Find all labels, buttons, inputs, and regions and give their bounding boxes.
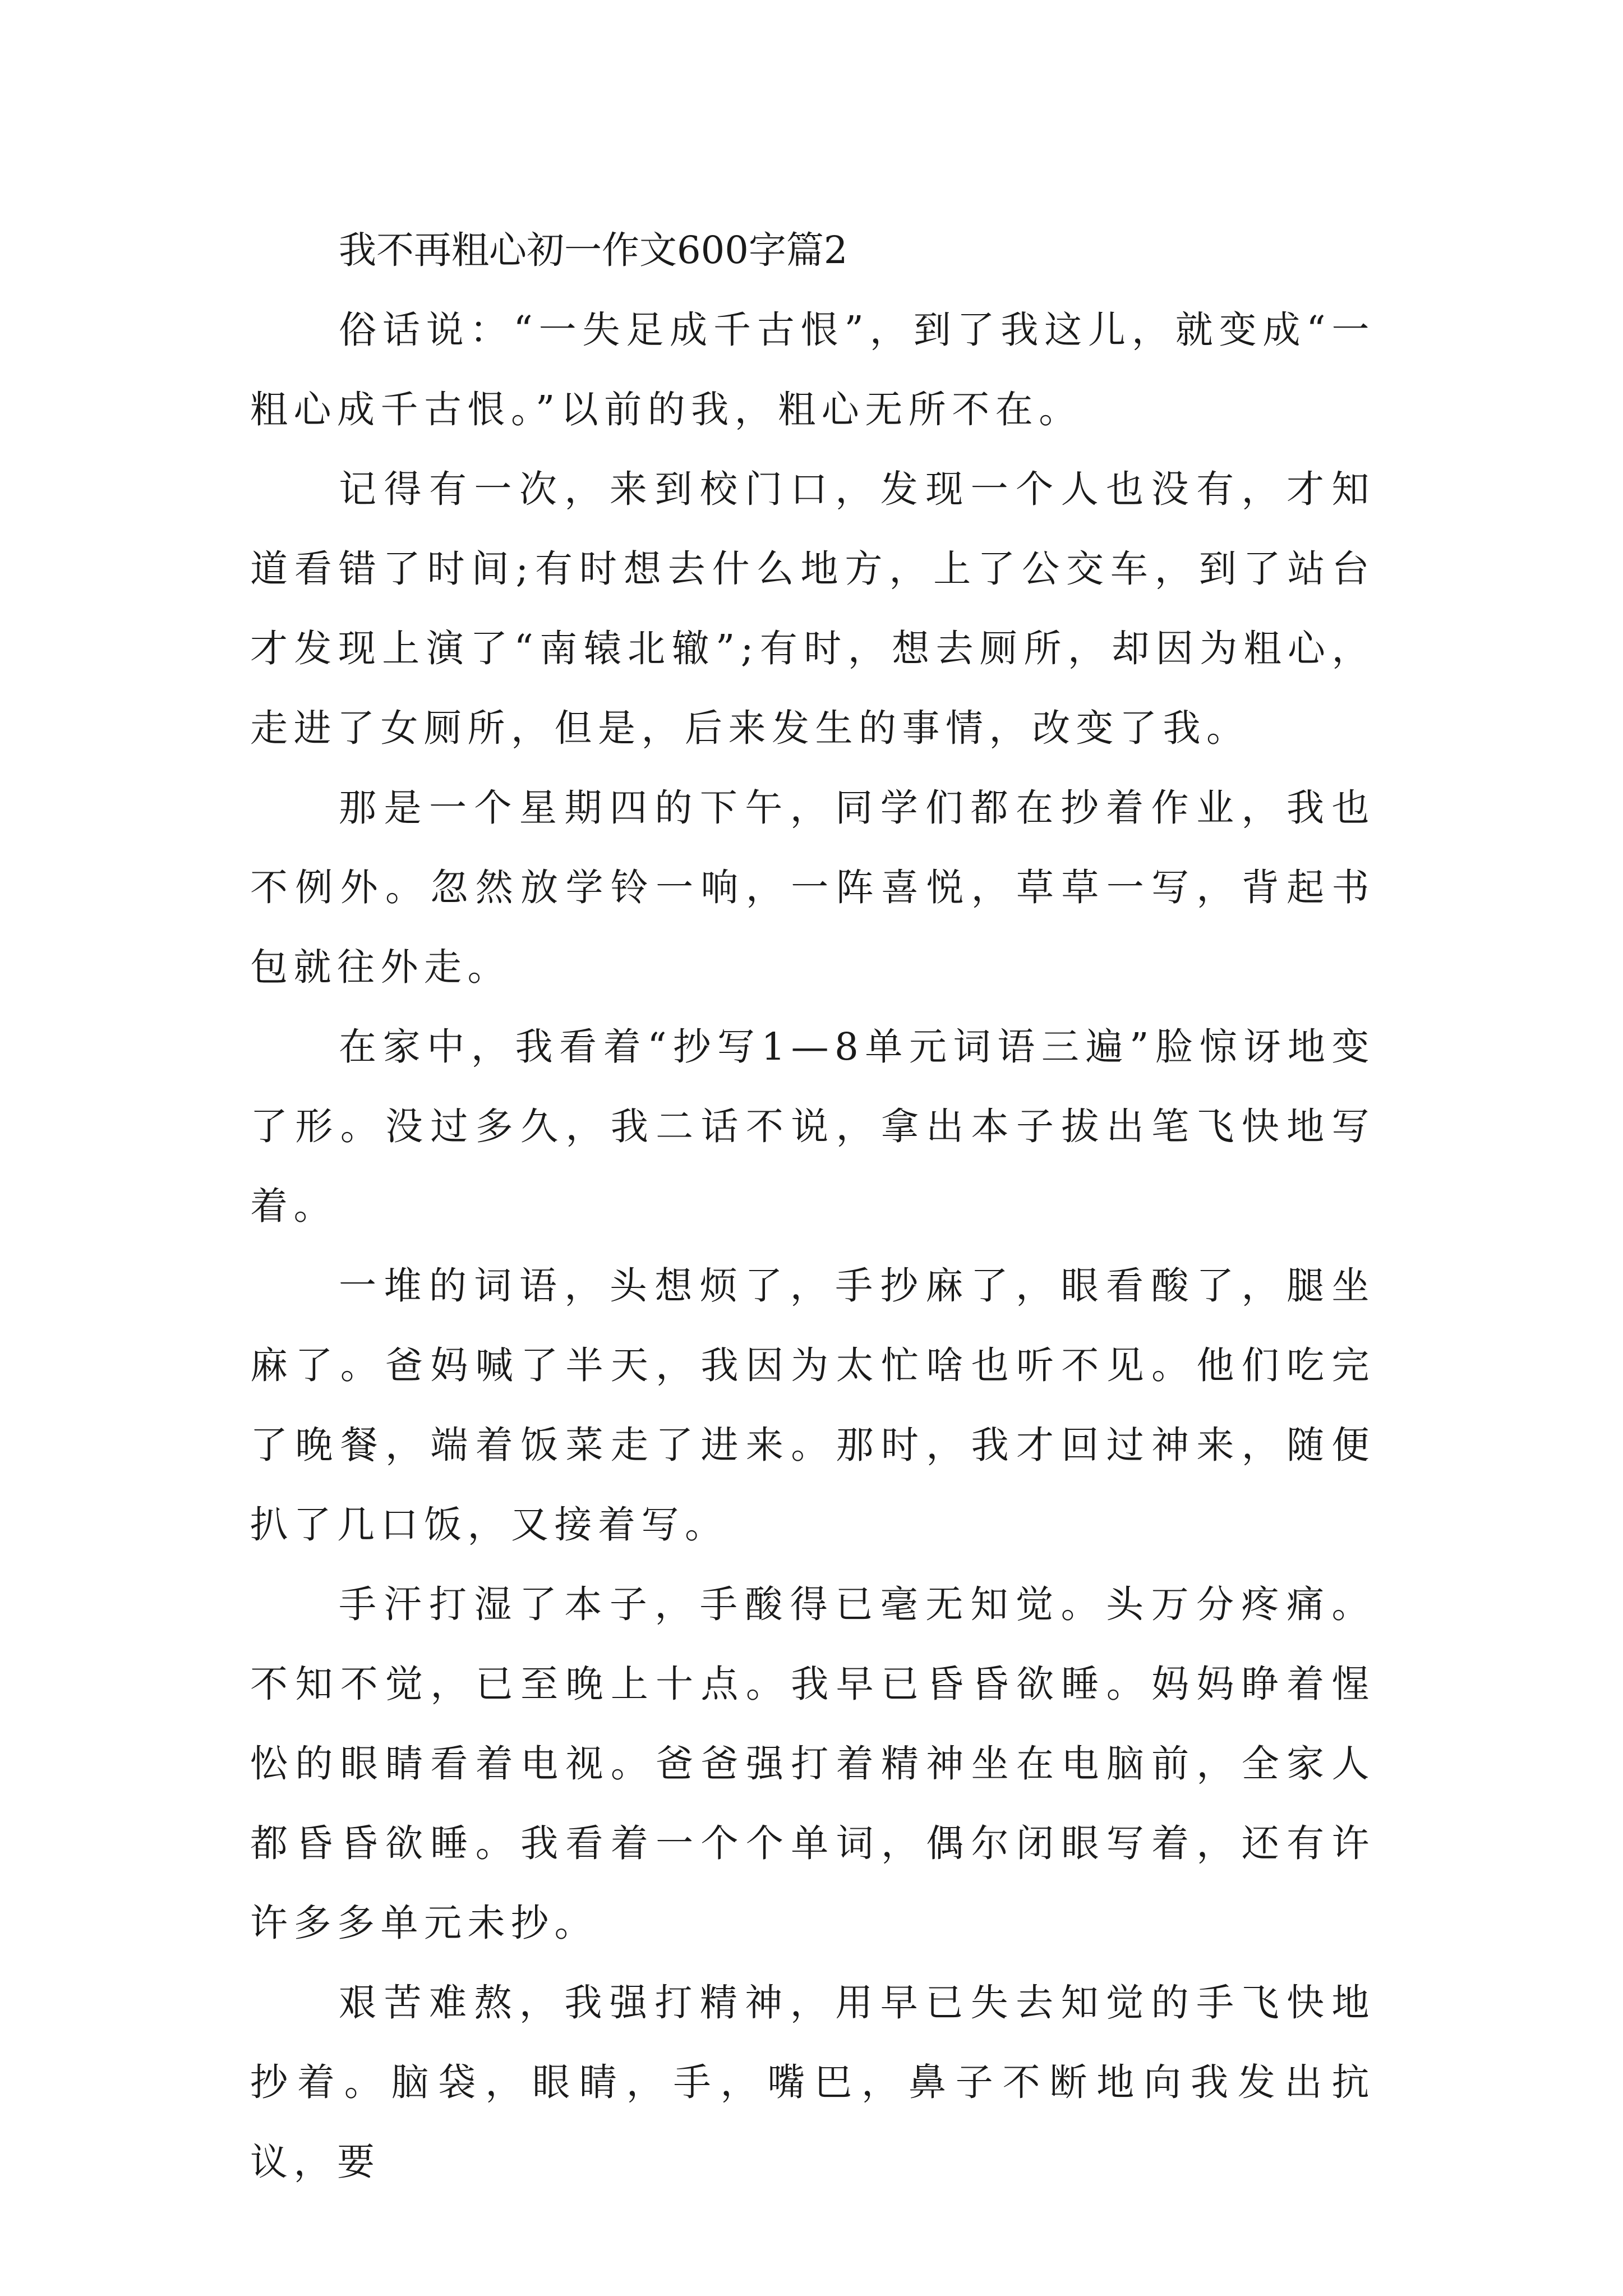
paragraph-6: 手汗打湿了本子，手酸得已毫无知觉。头万分疼痛。不知不觉，已至晚上十点。我早已昏昏欲睡。妈妈睁着惺忪的眼睛看着电视。爸爸强打着精神坐在电脑前，全家人都昏昏欲睡。我看着一个个单词，偶尔闭眼写着，还有许许多多单元未抄。 [250,1582,1375,1945]
paragraph-2: 记得有一次，来到校门口，发现一个人也没有，才知道看错了时间;有时想去什么地方，上了公交车，到了站台才发现上演了“南辕北辙”;有时，想去厕所，却因为粗心，走进了女厕所，但是，后来发生的事情，改变了我。 [250,467,1375,750]
paragraph-7: 艰苦难熬，我强打精神，用早已失去知觉的手飞快地抄着。脑袋，眼睛，手，嘴巴，鼻子不断地向我发出抗议，要 [250,1981,1375,2184]
document-body [250,210,1375,2202]
paragraph-3: 那是一个星期四的下午，同学们都在抄着作业，我也不例外。忽然放学铃一响，一阵喜悦，草草一写，背起书包就往外走。 [250,786,1375,989]
document-title: 我不再粗心初一作文600字篇2 [339,228,848,272]
paragraph-5: 一堆的词语，头想烦了，手抄麻了，眼看酸了，腿坐麻了。爸妈喊了半天，我因为太忙啥也听不见。他们吃完了晚餐，端着饭菜走了进来。那时，我才回过神来，随便扒了几口饭，又接着写。 [250,1264,1375,1547]
paragraph-4: 在家中，我看着“抄写1—8单元词语三遍”脸惊讶地变了形。没过多久，我二话不说，拿出本子拔出笔飞快地写着。 [250,1025,1375,1228]
paragraph-1: 俗话说：“一失足成千古恨”，到了我这儿，就变成“一粗心成千古恨。”以前的我，粗心无所不在。 [250,308,1375,431]
